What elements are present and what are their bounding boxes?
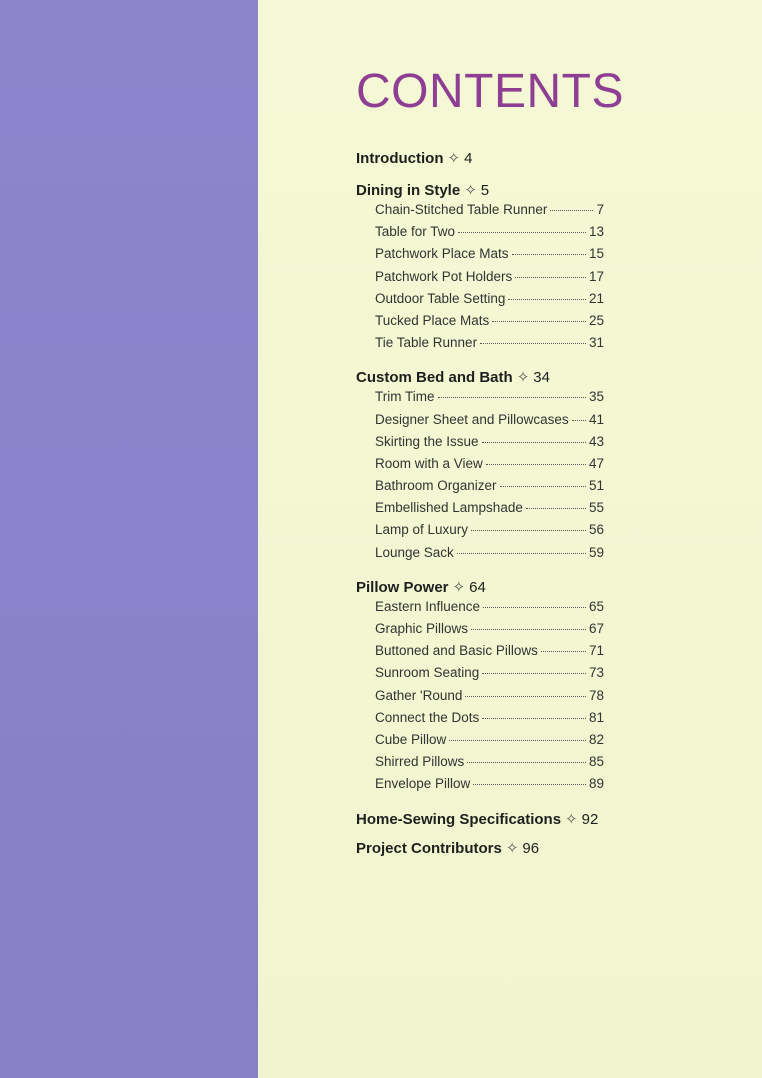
entry-title: Embellished Lampshade <box>375 500 523 516</box>
entry-title: Sunroom Seating <box>375 665 480 681</box>
dot-leader <box>465 696 586 697</box>
section-title: Home-Sewing Specifications <box>356 810 562 828</box>
dot-leader <box>482 673 586 674</box>
entry-title: Gather 'Round <box>375 687 463 703</box>
dot-leader <box>572 420 586 421</box>
entry-page-number: 25 <box>588 312 604 328</box>
left-purple-band <box>0 0 258 1078</box>
entry-title: Skirting the Issue <box>375 433 479 449</box>
entry-page-number: 65 <box>588 598 604 614</box>
entry-title: Eastern Influence <box>375 598 481 614</box>
entry-page-number: 59 <box>588 544 604 560</box>
appendix-heading <box>356 809 606 831</box>
dot-leader <box>541 651 586 652</box>
toc-entry <box>375 269 604 291</box>
dot-leader <box>458 232 586 233</box>
toc-entry <box>375 335 604 357</box>
entry-page-number: 13 <box>588 224 604 240</box>
toc-entry <box>375 732 604 754</box>
entry-title: Lounge Sack <box>375 544 454 560</box>
entry-title: Bathroom Organizer <box>375 478 497 494</box>
dot-leader <box>500 486 586 487</box>
section-heading <box>356 180 606 202</box>
appendix-heading <box>356 838 606 860</box>
entry-page-number: 35 <box>588 389 604 405</box>
dot-leader <box>480 343 586 344</box>
separator-icon: ✧ <box>447 150 461 167</box>
entry-title: Room with a View <box>375 455 483 471</box>
dot-leader <box>515 277 586 278</box>
toc-entry <box>375 688 604 710</box>
entry-page-number: 15 <box>588 246 604 262</box>
entry-title: Outdoor Table Setting <box>375 290 506 306</box>
entry-title: Shirred Pillows <box>375 754 465 770</box>
toc-entry <box>375 434 604 456</box>
section-title: Introduction <box>356 150 444 167</box>
entry-page-number: 43 <box>588 433 604 449</box>
entry-page-number: 7 <box>596 202 604 217</box>
section-title: Project Contributors <box>356 839 502 857</box>
dot-leader <box>482 718 586 719</box>
dot-leader <box>471 629 586 630</box>
dot-leader <box>438 397 586 398</box>
entry-page-number: 81 <box>588 709 604 725</box>
section-page-number: 64 <box>469 578 486 596</box>
toc-entry <box>375 202 604 224</box>
entry-page-number: 78 <box>588 687 604 703</box>
toc-entry <box>375 545 604 567</box>
dot-leader <box>471 530 586 531</box>
entry-page-number: 71 <box>588 643 604 659</box>
section-page-number: 5 <box>480 182 490 199</box>
section-page-number: 34 <box>533 369 550 387</box>
separator-icon: ✧ <box>452 578 466 596</box>
toc-entry <box>375 710 604 732</box>
toc-section <box>356 148 606 170</box>
separator-icon: ✧ <box>516 369 530 387</box>
section-page-number: 96 <box>522 839 540 857</box>
toc-entry <box>375 599 604 621</box>
toc-entry <box>375 313 604 335</box>
entry-title: Tie Table Runner <box>375 335 478 351</box>
dot-leader <box>473 784 586 785</box>
dot-leader <box>457 553 586 554</box>
separator-icon: ✧ <box>505 839 519 857</box>
toc-entry <box>375 643 604 665</box>
table-of-contents <box>356 148 606 867</box>
section-heading <box>356 577 606 599</box>
entry-title: Envelope Pillow <box>375 776 471 792</box>
separator-icon: ✧ <box>464 182 477 199</box>
entry-title: Connect the Dots <box>375 709 480 725</box>
entry-title: Cube Pillow <box>375 731 447 747</box>
dot-leader <box>526 508 586 509</box>
toc-section <box>356 367 606 567</box>
toc-entry <box>375 389 604 411</box>
dot-leader <box>482 442 586 443</box>
entry-title: Graphic Pillows <box>375 621 469 636</box>
section-heading <box>356 367 606 389</box>
toc-entry <box>375 478 604 500</box>
entry-page-number: 85 <box>588 754 604 770</box>
dot-leader <box>550 210 593 211</box>
entry-page-number: 47 <box>588 455 604 471</box>
section-heading <box>356 148 606 170</box>
entry-page-number: 17 <box>588 268 604 284</box>
entry-page-number: 67 <box>588 621 604 636</box>
dot-leader <box>508 299 586 300</box>
entry-title: Buttoned and Basic Pillows <box>375 643 538 659</box>
toc-entry <box>375 522 604 544</box>
dot-leader <box>492 321 586 322</box>
section-page-number: 4 <box>464 150 473 167</box>
dot-leader <box>486 464 586 465</box>
entry-page-number: 21 <box>588 290 604 306</box>
toc-entry <box>375 291 604 313</box>
page-title: CONTENTS <box>356 65 624 118</box>
toc-section <box>356 180 606 357</box>
entry-title: Tucked Place Mats <box>375 312 490 328</box>
entry-title: Chain-Stitched Table Runner <box>375 202 548 217</box>
entry-title: Table for Two <box>375 224 456 240</box>
toc-entry <box>375 246 604 268</box>
entry-title: Designer Sheet and Pillowcases <box>375 411 569 427</box>
section-page-number: 92 <box>581 810 599 828</box>
toc-section <box>356 577 606 799</box>
separator-icon: ✧ <box>565 810 578 828</box>
entry-page-number: 89 <box>588 776 604 792</box>
toc-entry <box>375 665 604 687</box>
entry-page-number: 82 <box>588 731 604 747</box>
toc-entry <box>375 412 604 434</box>
entry-title: Patchwork Place Mats <box>375 246 509 262</box>
entry-title: Trim Time <box>375 389 435 405</box>
dot-leader <box>512 254 586 255</box>
entry-page-number: 73 <box>588 665 604 681</box>
entry-title: Lamp of Luxury <box>375 522 469 538</box>
toc-entry <box>375 754 604 776</box>
dot-leader <box>467 762 586 763</box>
toc-entry <box>375 776 604 798</box>
section-title: Dining in Style <box>356 182 461 199</box>
toc-entry <box>375 224 604 246</box>
section-title: Custom Bed and Bath <box>356 369 513 387</box>
entry-page-number: 51 <box>588 478 604 494</box>
toc-entry <box>375 621 604 643</box>
entry-title: Patchwork Pot Holders <box>375 268 513 284</box>
entry-page-number: 41 <box>588 411 604 427</box>
entry-page-number: 31 <box>588 335 604 351</box>
section-title: Pillow Power <box>356 578 449 596</box>
toc-entry <box>375 500 604 522</box>
toc-entry <box>375 456 604 478</box>
dot-leader <box>483 607 586 608</box>
entry-page-number: 55 <box>588 500 604 516</box>
dot-leader <box>449 740 586 741</box>
entry-page-number: 56 <box>588 522 604 538</box>
